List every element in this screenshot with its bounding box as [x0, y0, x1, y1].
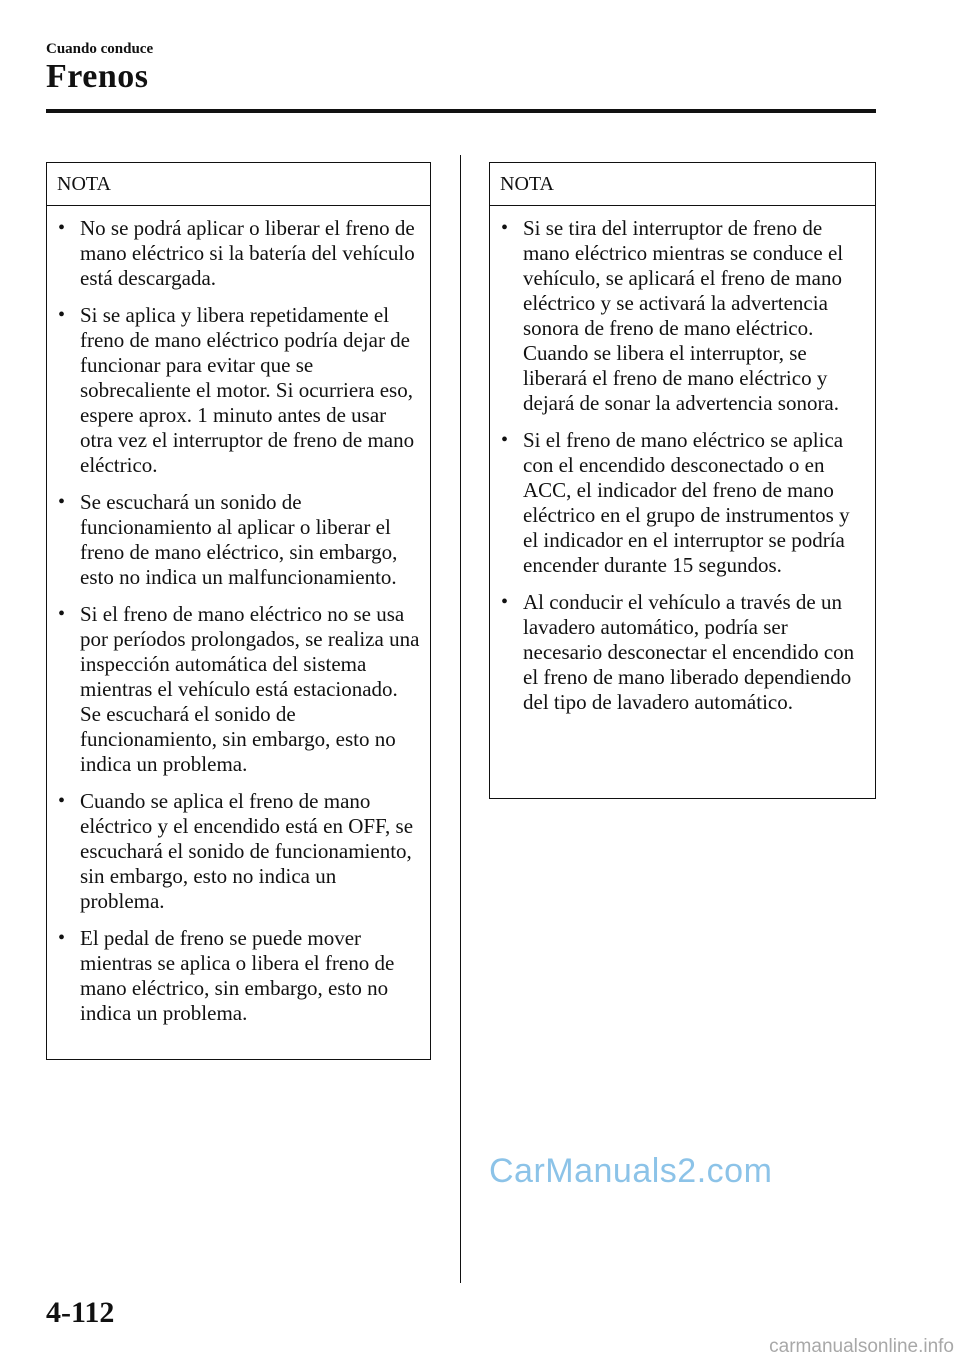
list-item-text: El pedal de freno se puede mover mientras se aplica o libera el freno de mano eléctrico, sin embargo, esto no indica un problema.	[80, 926, 395, 1025]
watermark-logo: CarManuals2.com	[489, 1152, 773, 1190]
section-label: Cuando conduce	[46, 41, 154, 57]
list-item	[490, 590, 869, 715]
list-item-text: Si el freno de mano eléctrico no se usa por períodos prolongados, se realiza una inspección automática del sistema mientras el vehículo está estacionado. Se escuchará el sonido de funcionamiento, sin embargo, esto no indica un problema.	[80, 602, 420, 776]
list-item	[47, 216, 424, 291]
page-number: 4-112	[46, 1296, 115, 1329]
header-rule	[46, 109, 876, 113]
list-item	[490, 428, 869, 578]
bullet-icon: •	[501, 429, 509, 451]
bullet-icon: •	[58, 790, 66, 812]
bullet-icon: •	[58, 304, 66, 326]
bullet-icon: •	[58, 217, 66, 239]
list-item	[490, 216, 869, 416]
bullet-icon: •	[58, 491, 66, 513]
list-item	[47, 303, 424, 478]
list-item-text: Si el freno de mano eléctrico se aplica con el encendido desconectado o en ACC, el indicador del freno de mano eléctrico en el grupo de instrumentos y el indicador en el interruptor se podría encender durante 15 segundos.	[523, 428, 850, 577]
list-item-text: Si se tira del interruptor de freno de mano eléctrico mientras se conduce el vehículo, se aplicará el freno de mano eléctrico y se activará la advertencia sonora de freno de mano eléctrico. Cuando se libera el interruptor, se liberará el freno de mano eléctrico y dejará de sonar la advertencia sonora.	[523, 216, 844, 415]
bullet-icon: •	[58, 603, 66, 625]
list-item-text: Se escuchará un sonido de funcionamiento al aplicar o liberar el freno de mano eléctrico, sin embargo, esto no indica un malfuncionamiento.	[80, 490, 398, 589]
column-divider	[460, 155, 461, 1283]
bullet-icon: •	[501, 591, 509, 613]
note-box-left	[46, 162, 431, 1060]
list-item-text: Si se aplica y libera repetidamente el freno de mano eléctrico podría dejar de funcionar para evitar que se sobrecaliente el motor. Si ocurriera eso, espere aprox. 1 minuto antes de usar otra vez el interruptor de freno de mano eléctrico.	[80, 303, 415, 477]
list-item	[47, 490, 424, 590]
list-item	[47, 602, 424, 777]
note-list	[490, 206, 875, 715]
list-item-text: Cuando se aplica el freno de mano eléctrico y el encendido está en OFF, se escuchará el sonido de funcionamiento, sin embargo, esto no indica un problema.	[80, 789, 414, 913]
note-heading: NOTA	[490, 163, 875, 206]
list-item	[47, 926, 424, 1026]
note-box-right	[489, 162, 876, 799]
note-heading: NOTA	[47, 163, 430, 206]
list-item-text: No se podrá aplicar o liberar el freno de mano eléctrico si la batería del vehículo está descargada.	[80, 216, 415, 290]
bullet-icon: •	[501, 217, 509, 239]
list-item	[47, 789, 424, 914]
bullet-icon: •	[58, 927, 66, 949]
list-item-text: Al conducir el vehículo a través de un lavadero automático, podría ser necesario desconectar el encendido con el freno de mano liberado dependiendo del tipo de lavadero automático.	[523, 590, 855, 714]
note-list	[47, 206, 430, 1026]
page-title: Frenos	[46, 58, 149, 95]
footer-watermark: carmanualsonline.info	[769, 1336, 954, 1357]
